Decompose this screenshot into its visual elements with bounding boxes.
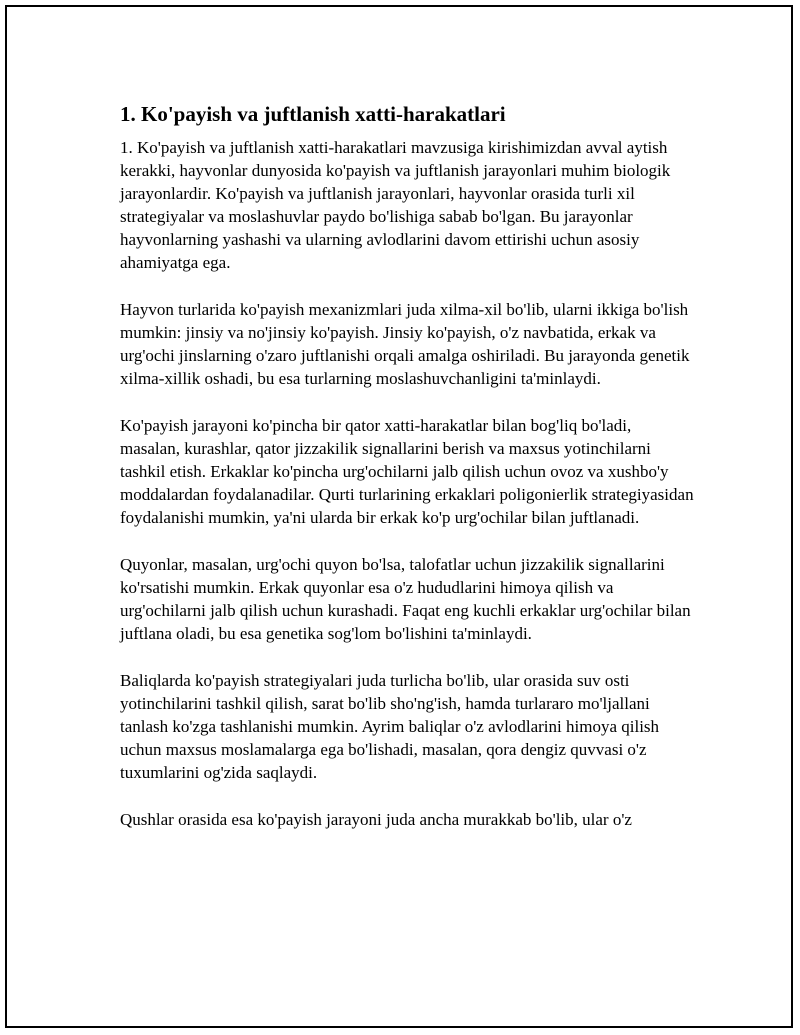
paragraph-2: Hayvon turlarida ko'payish mexanizmlari juda xilma-xil bo'lib, ularni ikkiga bo'lish mumkin: jinsiy va no'jinsiy ko'payish. Jinsiy ko'payish, o'z navbatida, erkak va urg'ochi jinslarning o'zaro juftlanishi orqali amalga oshiriladi. Bu jarayonda genetik xilma-xillik oshadi, bu esa turlarning moslashuvchanligini ta'minlaydi. — [120, 300, 690, 388]
paragraph-3: Ko'payish jarayoni ko'pincha bir qator xatti-harakatlar bilan bog'liq bo'ladi, masalan, kurashlar, qator jizzakilik signallarini berish va maxsus yotinchilarni tashkil etish. Erkaklar ko'pincha urg'ochilarni jalb qilish uchun ovoz va xushbo'y moddalardan foydalanadilar. Qurti turlarining erkaklari poligonierlik strategiyasidan foydalanishi mumkin, ya'ni ularda bir erkak ko'p urg'ochilar bilan juftlanadi. — [120, 416, 694, 527]
page-frame — [5, 5, 793, 1028]
paragraph-6: Qushlar orasida esa ko'payish jarayoni juda ancha murakkab bo'lib, ular o'z — [120, 810, 632, 829]
document-body — [120, 100, 695, 855]
paragraph-5: Baliqlarda ko'payish strategiyalari juda turlicha bo'lib, ular orasida suv osti yotinchilarini tashkil qilish, sarat bo'lib sho'ng'ish, hamda turlararo mo'ljallani tanlash ko'zga tashlanishi mumkin. Ayrim baliqlar o'z avlodlarini himoya qilish uchun maxsus moslamalarga ega bo'lishadi, masalan, qora dengiz quvvasi o'z tuxumlarini og'zida saqlaydi. — [120, 671, 660, 782]
section-heading: 1. Ko'payish va juftlanish xatti-harakatlari — [120, 102, 506, 126]
paragraph-4: Quyonlar, masalan, urg'ochi quyon bo'lsa, talofatlar uchun jizzakilik signallarini ko'rsatishi mumkin. Erkak quyonlar esa o'z hududlarini himoya qilish va urg'ochilarni jalb qilish uchun kurashadi. Faqat eng kuchli erkaklar urg'ochilar bilan juftlana oladi, bu esa genetika sog'lom bo'lishini ta'minlaydi. — [120, 555, 691, 643]
paragraph-1: 1. Ko'payish va juftlanish xatti-harakatlari mavzusiga kirishimizdan avval aytish kerakki, hayvonlar dunyosida ko'payish va juftlanish jarayonlari muhim biologik jarayonlardir. Ko'payish va juftlanish jarayonlari, hayvonlar orasida turli xil strategiyalar va moslashuvlar paydo bo'lishiga sabab bo'lgan. Bu jarayonlar hayvonlarning yashashi va ularning avlodlarini davom ettirishi uchun asosiy ahamiyatga ega. — [120, 138, 671, 272]
